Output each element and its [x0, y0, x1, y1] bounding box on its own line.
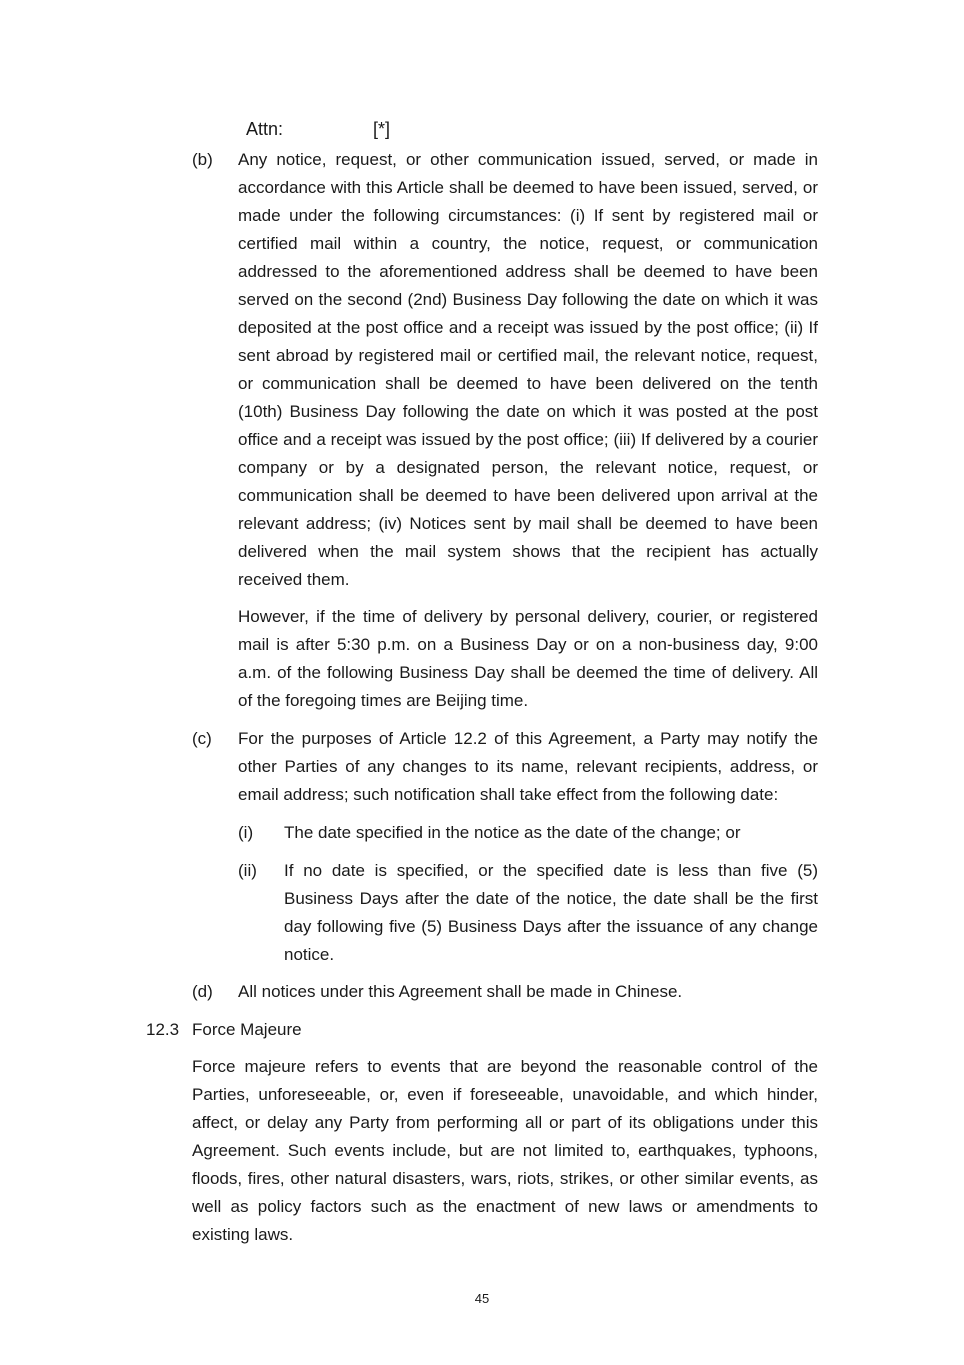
clause-d-text: All notices under this Agreement shall be made in Chinese. [238, 982, 683, 1001]
section-12-3-number: 12.3 [146, 1020, 180, 1039]
clause-d-marker: (d) [192, 982, 213, 1001]
clause-b-however-text: However, if the time of delivery by personal delivery, courier, or registered mail is after 5:30 p.m. on a Business Day or on a non-business day, 9:00 a.m. of the following Business Day shall be deemed the time of delivery. All of the foregoing times are Beijing time. [238, 607, 818, 710]
attn-line [246, 117, 391, 141]
clause-b-marker: (b) [192, 150, 213, 169]
clause-c-sub-ii-text: If no date is specified, or the specified date is less than five (5) Business Days after the date of the notice, the date shall be the first day following five (5) Business Days after the issuance of any change notice. [284, 861, 818, 964]
section-12-3-title: Force Majeure [192, 1020, 302, 1039]
page-number: 45 [474, 1291, 490, 1306]
section-12-3-text: Force majeure refers to events that are beyond the reasonable control of the Parties, unforeseeable, or, even if foreseeable, unavoidable, and which hinder, affect, or delay any Party from performing all or part of its obligations under this Agreement. Such events include, but are not limited to, earthquakes, typhoons, floods, fires, other natural disasters, wars, riots, strikes, or other similar events, as well as policy factors such as the enactment of new laws or amendments to existing laws. [192, 1057, 818, 1244]
clause-c-sub-ii-marker: (ii) [238, 861, 257, 880]
attn-value: [*] [373, 119, 391, 139]
clause-c-sub-i-text: The date specified in the notice as the date of the change; or [284, 823, 741, 842]
clause-c-sub-i-marker: (i) [238, 823, 254, 842]
clause-b-text: Any notice, request, or other communication issued, served, or made in accordance with this Article shall be deemed to have been issued, served, or made under the following circumstances: (i) If sent by registered mail or certified mail within a country, the notice, request, or communication addressed to the aforementioned address shall be deemed to have been served on the second (2nd) Business Day following the date on which it was deposited at the post office and a receipt was issued by the post office; (ii) If sent abroad by registered mail or certified mail, the relevant notice, request, or communication shall be deemed to have been delivered on the tenth (10th) Business Day following the date on which it was posted at the post office and a receipt was issued by the post office; (iii) If delivered by a courier company or by a designated person, the relevant notice, request, or communication shall be deemed to have been delivered upon arrival at the relevant address; (iv) Notices sent by mail shall be deemed to have been delivered when the mail system shows that the recipient has actually received them. [238, 150, 818, 589]
clause-c-text: For the purposes of Article 12.2 of this Agreement, a Party may notify the other Parties of any changes to its name, relevant recipients, address, or email address; such notification shall take effect from the following date: [238, 729, 818, 804]
clause-c-marker: (c) [192, 729, 212, 748]
attn-label: Attn: [246, 119, 284, 139]
